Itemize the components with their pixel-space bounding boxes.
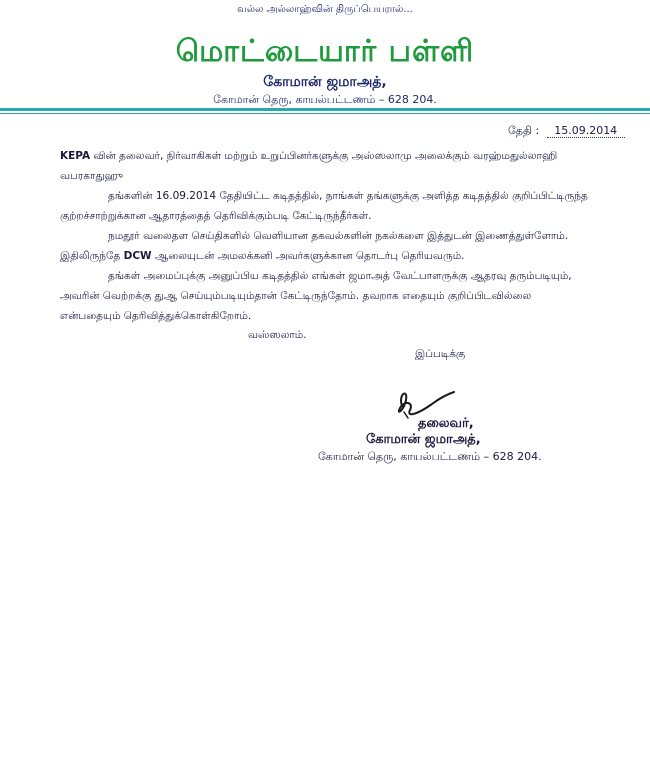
- greeting-text: வின் தலைவர், நிர்வாகிகள் மற்றும் உறுப்பினர்களுக்கு அஸ்ஸலாமு அலைக்கும் வரஹ்மதுல்லாஹி வபரகாதுஹு: [60, 150, 558, 182]
- body-paragraph-3: தங்கள் அமைப்புக்கு அனுப்பிய கடிதத்தில் எங்கள் ஜமாஅத் வேட்பாளருக்கு ஆதரவு தரும்படியும், அவரின் வெற்றக்கு துஆ செய்யும்படியும்தான் கேட்டிருந்தோம். தவறாக எதையும் குறிப்பிடவில்லை என்பதையும் தெரிவித்துக்கொள்கிறோம்.: [60, 270, 572, 322]
- closing-salam: வஸ்ஸலாம்.: [248, 329, 307, 341]
- letterhead-organization: கோமான் ஜமாஅத்,: [263, 74, 387, 90]
- greeting-paragraph: [60, 146, 590, 186]
- letterhead-address: கோமான் தெரு, காயல்பட்டணம் – 628 204.: [213, 93, 437, 106]
- body-paragraph-1: தங்களின் 16.09.2014 தேதியிட்ட கடிதத்தில், நாங்கள் தங்களுக்கு அளித்த கடிதத்தில் குறிப்பிட்டிருந்த குற்றச்சாற்றுக்கான ஆதாரத்தைத் தெரிவிக்கும்படி கேட்டிருந்தீர்கள்.: [60, 190, 588, 222]
- p3-text-end: ஆலையுடன் அமலக்கனி அவர்களுக்கான தொடர்பு தெரியவரும்.: [151, 250, 465, 262]
- recipient-org: KEPA: [60, 150, 91, 162]
- p3-text-start: நமதூர் வலைதள செய்திகளில் வெளியான தகவல்களின் நகல்களை இத்துடன் இணைத்துள்ளோம். இதிலிருந்தே: [60, 230, 569, 262]
- date-line: [508, 124, 625, 139]
- letterhead-blessing: வல்ல அல்லாஹ்வின் திருப்பெயரால்...: [237, 4, 413, 15]
- p3-company: DCW: [123, 250, 152, 262]
- body-paragraph-2: [60, 226, 590, 266]
- date-label: தேதி :: [508, 124, 540, 137]
- date-value: 15.09.2014: [547, 124, 625, 138]
- header-divider-thin: [0, 113, 650, 114]
- closing-yours: இப்படிக்கு: [415, 348, 466, 360]
- header-divider-thick: [0, 108, 650, 111]
- signatory-organization: கோமான் ஜமாஅத்,: [366, 432, 481, 447]
- signatory-title: தலைவர்,: [418, 416, 474, 431]
- signatory-address: கோமான் தெரு, காயல்பட்டணம் – 628 204.: [318, 450, 542, 463]
- letterhead-title: மொட்டையார் பள்ளி: [175, 34, 475, 69]
